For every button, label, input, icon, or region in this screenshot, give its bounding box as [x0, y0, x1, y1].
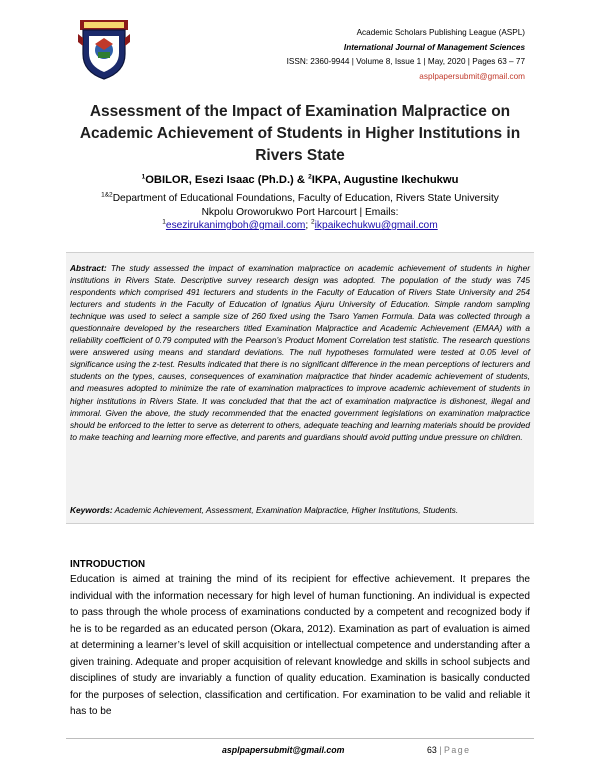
- journal-header: [225, 26, 525, 84]
- author1: OBILOR, Esezi Isaac (Ph.D.) &: [145, 174, 309, 186]
- author-emails: [70, 220, 530, 231]
- footer-divider: [66, 738, 534, 739]
- author1-marker: 1: [141, 173, 146, 181]
- email2-link[interactable]: ikpaikechukwu@gmail.com: [314, 220, 438, 231]
- keywords-label: Keywords:: [70, 505, 113, 515]
- page-separator: |: [439, 745, 442, 755]
- email1-marker: 1: [162, 218, 166, 226]
- author2: IKPA, Augustine Ikechukwu: [311, 174, 459, 186]
- author2-marker: 2: [308, 173, 312, 181]
- footer-email: asplpapersubmit@gmail.com: [222, 745, 345, 755]
- publisher-name: Academic Scholars Publishing League (ASPL): [356, 28, 525, 37]
- page-word: Page: [444, 745, 471, 755]
- journal-name: International Journal of Management Sciences: [343, 42, 525, 52]
- affiliation-text: Department of Educational Foundations, Faculty of Education, Rivers State University: [112, 193, 499, 204]
- issue-info: ISSN: 2360-9944 | Volume 8, Issue 1 | May, 2020 | Pages 63 – 77: [286, 57, 525, 66]
- affiliation-marker: 1&2: [101, 191, 113, 199]
- introduction-text: Education is aimed at training the mind of its recipient for effective achievement. It prepares the individual with the information necessary for high level of human functioning. An individual is expected to pass through the whole process of examinations conducted by a competent and recognized body if he is to be regarded as an educated person (Okara, 2012). Examination as part of evaluation is aimed at determining a learner’s level of skill acquisition or intellectual competence and understanding after a given training. Adequate and proper acquisition of relevant knowledge and skills in school subjects and disciplines of study are invariably a function of quality education. Examination is basically conducted for the purposes of selection, classification and certification. For examination to be valid and reliable it has to be: [70, 574, 530, 718]
- authors-line: [70, 174, 530, 186]
- page-number: [427, 745, 471, 755]
- section-heading: INTRODUCTION: [70, 559, 146, 570]
- keywords-text: Academic Achievement, Assessment, Examination Malpractice, Higher Institutions, Students.: [114, 505, 459, 515]
- email-separator: ;: [305, 220, 312, 231]
- aspl-logo: [78, 20, 130, 80]
- affiliation: [70, 192, 530, 220]
- page-number-value: 63: [427, 745, 437, 755]
- header-email: asplpapersubmit@gmail.com: [419, 71, 525, 81]
- email1-link[interactable]: esezirukanimgboh@gmail.com: [165, 220, 306, 231]
- abstract-label: Abstract:: [70, 263, 107, 273]
- abstract-text: The study assessed the impact of examination malpractice on academic achievement of students in higher institutions in Rivers State. Descriptive survey research design was adopted. The population of the study was 745 respondents which comprised 491 lecturers and students in the Faculty of Education of Rivers State University and 254 lecturers and students in the Faculty of Education of Ignatius Ajuru University of Education. Simple random sampling technique was used to select a sample size of 260 fixed using the Tsaro Yamen Formula. Data was collected through a questionnaire developed by the researchers titled Examination Malpractice and Academic Achievement (EMAA) with a reliability coefficient of 0.79 computed with the Pearson’s Product Moment Correlation test statistic. The research questions were answered using means and standard deviations. The null hypotheses formulated were tested at 0.05 level of significance using the z-test. Results indicated that there is no significant difference in the mean perceptions of lecturers and students on the types, causes, consequences of examination malpractice that hinder academic achievement of students, and measures adopted to minimize the rate of examination malpractices to improve academic achievement of students in higher institutions in Rivers State. It was concluded that that the act of examination malpractice is dishonest, illegal and immoral. Given the above, the study recommended that the enacted government legislations on examination malpractice should be enforced to the letter to serve as deterrent to others, adequate teaching and learning materials should be provided to make teaching and learning more effective, and parents and guardians should avoid putting undue pressure on children.: [70, 263, 530, 442]
- paper-title: Assessment of the Impact of Examination Malpractice on Academic Achievement of Students in Higher Institutions in Rivers State: [79, 103, 521, 164]
- email2-marker: 2: [311, 218, 315, 226]
- abstract: [70, 262, 530, 443]
- affiliation-line2: Nkpolu Oroworukwo Port Harcourt | Emails:: [201, 207, 399, 218]
- keywords: [70, 505, 530, 515]
